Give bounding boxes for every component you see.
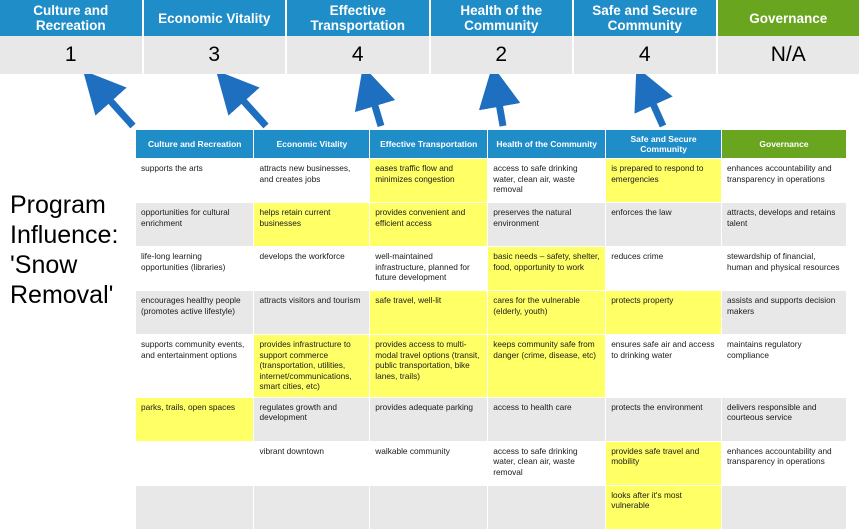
matrix-cell: access to safe drinking water, clean air, waste removal (488, 159, 606, 203)
matrix-cell: provides adequate parking (370, 397, 488, 441)
matrix-cell: well-maintained infrastructure, planned for future development (370, 247, 488, 291)
matrix-cell: enforces the law (606, 203, 722, 247)
matrix-row (136, 441, 846, 485)
matrix-cell (136, 485, 254, 529)
matrix-cell: attracts new businesses, and creates jobs (254, 159, 370, 203)
matrix-cell: looks after it's most vulnerable (606, 485, 722, 529)
matrix-row (136, 485, 846, 529)
matrix-cell: maintains regulatory compliance (721, 335, 846, 398)
matrix-header-economic-vitality: Economic Vitality (254, 130, 370, 159)
matrix-cell: preserves the natural environment (488, 203, 606, 247)
priority-header-governance: Governance (718, 0, 859, 36)
upward-arrow-1 (97, 86, 133, 126)
matrix-header-health-of-the-community: Health of the Community (488, 130, 606, 159)
matrix-cell: delivers responsible and courteous service (721, 397, 846, 441)
matrix-cell: encourages healthy people (promotes active lifestyle) (136, 291, 254, 335)
program-influence-label: Program Influence: 'Snow Removal' (10, 190, 135, 310)
matrix-row (136, 203, 846, 247)
matrix-cell: provides convenient and efficient access (370, 203, 488, 247)
matrix-row (136, 291, 846, 335)
matrix-cell (721, 485, 846, 529)
matrix-cell: provides safe travel and mobility (606, 441, 722, 485)
matrix-cell: enhances accountability and transparency in operations (721, 441, 846, 485)
matrix-cell: helps retain current businesses (254, 203, 370, 247)
matrix-cell: provides access to multi-modal travel options (transit, public transportation, bike lanes, trails) (370, 335, 488, 398)
matrix-cell: enhances accountability and transparency in operations (721, 159, 846, 203)
matrix-body (136, 159, 846, 530)
matrix-header-row (136, 130, 846, 159)
priority-header-culture-and-recreation: Culture and Recreation (0, 0, 144, 36)
score-culture-and-recreation: 1 (0, 36, 144, 74)
matrix-cell: supports community events, and entertainment options (136, 335, 254, 398)
matrix-cell: keeps community safe from danger (crime, disease, etc) (488, 335, 606, 398)
matrix-cell: attracts visitors and tourism (254, 291, 370, 335)
matrix-cell: parks, trails, open spaces (136, 397, 254, 441)
matrix-cell: basic needs – safety, shelter, food, opportunity to work (488, 247, 606, 291)
matrix-cell: develops the workforce (254, 247, 370, 291)
score-effective-transportation: 4 (287, 36, 431, 74)
score-economic-vitality: 3 (144, 36, 288, 74)
matrix-cell: attracts, develops and retains talent (721, 203, 846, 247)
matrix-header-safe-and-secure-community: Safe and Secure Community (606, 130, 722, 159)
matrix-cell: safe travel, well-lit (370, 291, 488, 335)
matrix-cell: opportunities for cultural enrichment (136, 203, 254, 247)
matrix-header-culture-and-recreation: Culture and Recreation (136, 130, 254, 159)
priority-header-strip (0, 0, 859, 74)
upward-arrow-5 (645, 86, 663, 126)
matrix-cell: provides infrastructure to support commerce (transportation, utilities, internet/communications, smart cities, etc) (254, 335, 370, 398)
matrix-cell: protects property (606, 291, 722, 335)
matrix-cell: access to safe drinking water, clean air, waste removal (488, 441, 606, 485)
matrix-cell: protects the environment (606, 397, 722, 441)
score-safe-and-secure-community: 4 (574, 36, 718, 74)
matrix-cell: life-long learning opportunities (libraries) (136, 247, 254, 291)
matrix-header-governance: Governance (721, 130, 846, 159)
priority-results-matrix (136, 130, 846, 530)
matrix-row (136, 247, 846, 291)
priority-header-effective-transportation: Effective Transportation (287, 0, 431, 36)
matrix-cell (254, 485, 370, 529)
matrix-cell: cares for the vulnerable (elderly, youth) (488, 291, 606, 335)
priority-score-row (0, 36, 859, 74)
matrix-cell: access to health care (488, 397, 606, 441)
matrix-cell: assists and supports decision makers (721, 291, 846, 335)
matrix-row (136, 159, 846, 203)
priority-header-row (0, 0, 859, 36)
matrix-cell: is prepared to respond to emergencies (606, 159, 722, 203)
matrix-cell: eases traffic flow and minimizes congestion (370, 159, 488, 203)
arrow-layer (0, 74, 859, 136)
matrix-cell (488, 485, 606, 529)
score-health-of-the-community: 2 (431, 36, 575, 74)
priority-header-health-of-the-community: Health of the Community (431, 0, 575, 36)
matrix-cell: supports the arts (136, 159, 254, 203)
matrix-cell (136, 441, 254, 485)
matrix-cell: stewardship of financial, human and physical resources (721, 247, 846, 291)
matrix-cell: vibrant downtown (254, 441, 370, 485)
matrix-cell: reduces crime (606, 247, 722, 291)
matrix-row (136, 397, 846, 441)
matrix-row (136, 335, 846, 398)
upward-arrow-4 (496, 86, 503, 126)
matrix-cell: regulates growth and development (254, 397, 370, 441)
priority-header-safe-and-secure-community: Safe and Secure Community (574, 0, 718, 36)
priority-header-economic-vitality: Economic Vitality (144, 0, 288, 36)
matrix-cell: walkable community (370, 441, 488, 485)
matrix-cell: ensures safe air and access to drinking water (606, 335, 722, 398)
upward-arrow-2 (230, 86, 266, 126)
score-governance: N/A (718, 36, 859, 74)
upward-arrow-3 (369, 86, 381, 126)
matrix-header-effective-transportation: Effective Transportation (370, 130, 488, 159)
matrix-cell (370, 485, 488, 529)
